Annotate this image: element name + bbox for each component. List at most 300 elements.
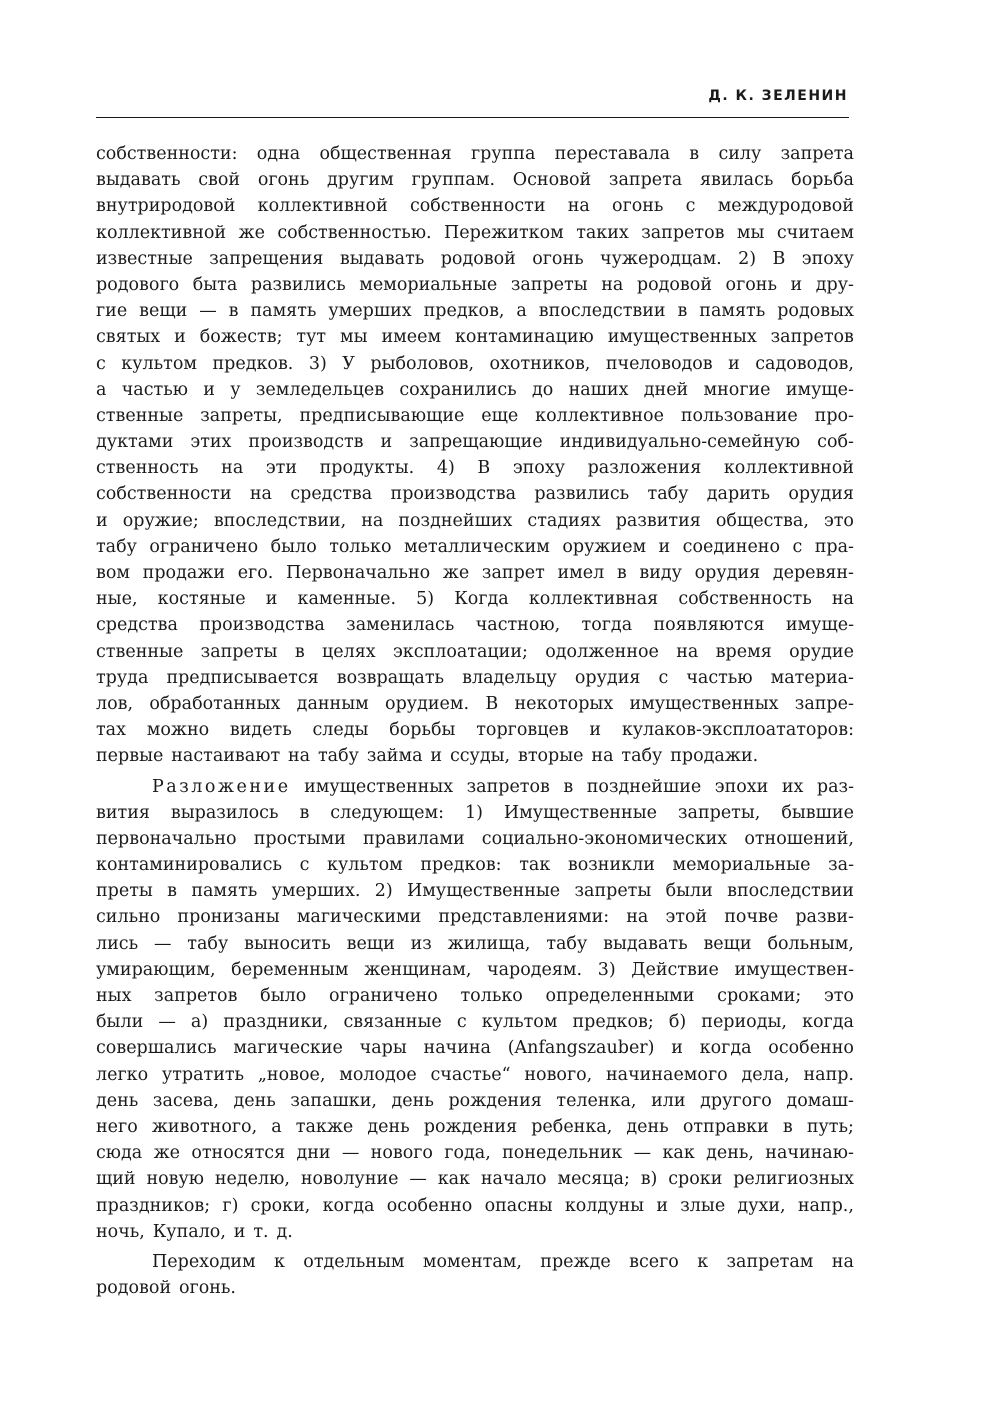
word: быта xyxy=(192,274,238,295)
paragraph-2 xyxy=(96,774,854,1245)
word: на xyxy=(288,746,311,767)
word: и xyxy=(233,1221,246,1242)
word: мемориальные xyxy=(359,274,498,295)
word: злые xyxy=(680,1195,726,1216)
word: собственностью. xyxy=(277,222,432,243)
word: запретам xyxy=(726,1251,814,1272)
word: чародеям. xyxy=(487,959,583,980)
word: вещи xyxy=(346,933,395,954)
word: на xyxy=(567,196,590,217)
word: из xyxy=(410,933,432,954)
word: родовых xyxy=(777,301,854,322)
word: на xyxy=(626,907,649,928)
text-line xyxy=(96,272,854,298)
text-line xyxy=(96,1193,854,1219)
word: выносить xyxy=(244,933,331,954)
word: опасны xyxy=(484,1195,553,1216)
word: на xyxy=(831,589,854,610)
word: можно xyxy=(146,720,210,741)
word: вом xyxy=(96,563,131,583)
word: за- xyxy=(828,855,854,876)
word: материа- xyxy=(770,667,854,688)
word: всего xyxy=(629,1251,679,1272)
word: другого xyxy=(700,1090,772,1111)
word: борьба xyxy=(791,170,854,191)
word: его. xyxy=(237,563,274,583)
text-line xyxy=(96,691,854,717)
word: продажи xyxy=(142,563,226,583)
text-line xyxy=(96,1275,854,1301)
word: выдавать xyxy=(96,170,181,191)
word: в xyxy=(167,881,178,902)
word: а xyxy=(516,301,527,322)
word: или xyxy=(651,1090,686,1111)
word: культом xyxy=(481,1012,558,1033)
word: развития xyxy=(615,510,701,531)
word: производств xyxy=(248,432,364,453)
word: сюда xyxy=(96,1143,143,1164)
word: запреты, xyxy=(200,405,283,426)
word: в xyxy=(689,144,700,164)
word: периоды, xyxy=(701,1012,787,1033)
word: и xyxy=(203,379,215,400)
word: магические xyxy=(233,1038,343,1059)
word: ственные xyxy=(96,405,184,426)
word: силу xyxy=(718,144,762,164)
word: у xyxy=(230,379,241,400)
word: теленка, xyxy=(556,1090,637,1111)
word: мы xyxy=(339,327,368,348)
word: с xyxy=(685,196,696,217)
word: дела, xyxy=(741,1064,790,1085)
word: женщинам, xyxy=(364,959,472,980)
word: известные xyxy=(96,248,193,269)
word: коллективная xyxy=(528,589,659,610)
text-line xyxy=(96,852,854,878)
word: огонь xyxy=(257,170,310,191)
text-line xyxy=(96,1088,854,1114)
word: появляются xyxy=(653,615,765,636)
word: имущественных xyxy=(629,693,779,714)
word: дней xyxy=(643,379,689,400)
word: запреты xyxy=(574,881,652,902)
word: заменилась xyxy=(346,615,455,636)
word: с xyxy=(792,536,803,557)
word: т. xyxy=(253,1221,269,1242)
word: 4) xyxy=(436,458,455,479)
word: понедельник xyxy=(502,1143,623,1164)
word: тах xyxy=(96,720,126,741)
word: Купало, xyxy=(152,1221,226,1242)
word: коллективной xyxy=(257,196,388,217)
word: рождения xyxy=(423,1116,518,1137)
word: собственности: xyxy=(96,144,238,164)
word: эпоху xyxy=(512,458,566,479)
word: неделю, xyxy=(214,1169,290,1190)
text-line xyxy=(96,508,854,534)
word: соб- xyxy=(817,432,854,453)
text-line xyxy=(96,612,854,638)
word: разложения xyxy=(587,458,702,479)
text-line xyxy=(96,957,854,983)
spaced-lead-word: Разложение xyxy=(152,776,291,797)
word: данным xyxy=(296,693,369,714)
text-line xyxy=(96,246,854,272)
word: стадиях xyxy=(527,510,601,531)
word: отправки xyxy=(682,1116,769,1137)
word: особенно xyxy=(386,1195,473,1216)
word: запретов xyxy=(770,327,854,348)
word: орудием. xyxy=(385,693,470,714)
word: с xyxy=(96,353,106,374)
word: вития xyxy=(96,802,150,823)
word: Действие xyxy=(631,959,719,980)
word: огонь xyxy=(612,196,664,217)
word: имущественных xyxy=(304,776,454,797)
word: как xyxy=(662,1143,695,1164)
word: следы xyxy=(312,720,369,741)
word: явилась xyxy=(699,170,774,191)
word: наших xyxy=(568,379,629,400)
word: колдуны xyxy=(564,1195,645,1216)
word: 1) xyxy=(464,802,483,823)
text-line xyxy=(96,774,854,800)
word: запрет xyxy=(481,563,545,583)
word: бывшие xyxy=(781,802,854,823)
word: 3) xyxy=(597,959,616,980)
word: позднейшие xyxy=(586,776,702,797)
word: имеем xyxy=(381,327,442,348)
word: тогда xyxy=(581,615,633,636)
word: и xyxy=(589,720,602,741)
word: пронизаны xyxy=(177,907,280,928)
word: раз- xyxy=(816,776,854,797)
word: нового xyxy=(370,1143,433,1164)
word: — xyxy=(633,1143,652,1164)
word: запашки, xyxy=(290,1090,377,1111)
word: лов, xyxy=(96,693,134,714)
word: утратить xyxy=(161,1064,245,1085)
word: запрета xyxy=(780,144,854,164)
word: начинаемого xyxy=(606,1064,728,1085)
word: в xyxy=(294,641,305,662)
word: орудия xyxy=(574,667,641,688)
word: были xyxy=(96,1012,144,1033)
word: в xyxy=(563,776,574,797)
word: на xyxy=(601,274,624,295)
word: запретов xyxy=(154,986,238,1006)
word: средства xyxy=(96,615,178,636)
word: жилища, xyxy=(447,933,531,954)
word: разви- xyxy=(795,907,854,928)
word: предков. xyxy=(212,353,294,374)
word: пользование xyxy=(680,405,798,426)
text-line xyxy=(96,1009,854,1035)
word: религиозных xyxy=(733,1169,854,1190)
word: праздников; xyxy=(96,1195,211,1216)
word: впоследствии xyxy=(538,301,666,322)
text-line xyxy=(96,141,854,167)
word: ограничено xyxy=(328,986,438,1006)
word: (Anfangszauber) xyxy=(507,1038,655,1059)
text-line xyxy=(96,665,854,691)
word: мемориальные xyxy=(672,855,811,876)
word: лись xyxy=(96,933,139,954)
word: гие xyxy=(96,301,128,322)
word: — xyxy=(199,301,217,322)
word: день xyxy=(391,1090,434,1111)
word: когда xyxy=(322,1195,375,1216)
text-line xyxy=(96,904,854,930)
word: выдавать xyxy=(603,933,688,954)
text-line xyxy=(96,826,854,852)
word: на xyxy=(831,1251,854,1272)
word: как xyxy=(437,1169,470,1190)
word: сроки xyxy=(668,1169,723,1190)
word: борьбы xyxy=(389,720,456,741)
word: впоследствии xyxy=(727,881,854,902)
word: следующем: xyxy=(330,802,444,823)
text-line xyxy=(96,429,854,455)
word: отдельным xyxy=(303,1251,405,1272)
word: ночь, xyxy=(96,1221,145,1242)
word: запреты xyxy=(510,274,588,295)
word: имуще- xyxy=(785,379,854,400)
word: производства xyxy=(199,615,325,636)
word: запрета xyxy=(608,170,683,191)
word: умирающим, xyxy=(96,959,216,980)
word: дру- xyxy=(815,274,854,295)
word: огонь. xyxy=(178,1278,236,1299)
word: совершались xyxy=(96,1038,217,1059)
word: их xyxy=(781,776,804,797)
text-line xyxy=(96,743,854,769)
word: имуществен- xyxy=(734,959,854,980)
word: молодое xyxy=(339,1064,417,1085)
word: вещи xyxy=(703,933,752,954)
word: предков, xyxy=(423,301,505,322)
word: культом xyxy=(121,353,197,374)
word: частью xyxy=(686,667,753,688)
text-line xyxy=(96,560,854,586)
word: металлическим xyxy=(403,536,550,557)
word: духи, xyxy=(737,1195,786,1216)
word: с xyxy=(456,1012,467,1033)
word: сроки, xyxy=(250,1195,311,1216)
word: многие xyxy=(703,379,771,400)
word: этих xyxy=(190,432,232,453)
word: соединено xyxy=(682,536,781,557)
word: В xyxy=(485,693,499,714)
text-line xyxy=(96,455,854,481)
word: запрещения xyxy=(209,248,324,269)
word: предков: xyxy=(420,855,502,876)
word: собственности xyxy=(409,196,546,217)
word: дни xyxy=(296,1143,331,1164)
word: имущественных xyxy=(607,327,757,348)
word: с xyxy=(299,855,310,876)
word: животного, xyxy=(151,1116,258,1137)
word: Основой xyxy=(512,170,592,191)
word: когда xyxy=(802,1012,854,1033)
word: сохранились xyxy=(399,379,517,400)
word: напр., xyxy=(797,1195,854,1216)
word: пчеловодов xyxy=(605,353,713,374)
word: засева, xyxy=(152,1090,219,1111)
word: средства xyxy=(290,484,373,505)
word: виду xyxy=(639,563,682,583)
word: легко xyxy=(96,1064,149,1085)
word: тут xyxy=(296,327,327,348)
word: табу xyxy=(647,484,689,505)
word: в) xyxy=(640,1169,658,1190)
word: магическими xyxy=(296,907,422,928)
word: и xyxy=(656,1195,668,1216)
text-line xyxy=(96,639,854,665)
word: — xyxy=(409,1169,427,1190)
word: предписывается xyxy=(166,667,319,688)
text-line xyxy=(96,1166,854,1192)
word: только xyxy=(460,986,523,1006)
word: некоторых xyxy=(514,693,614,714)
word: ственность xyxy=(96,458,199,479)
word: запретов xyxy=(641,222,725,243)
word: и xyxy=(96,510,108,531)
word: контаминировались xyxy=(96,855,282,876)
text-line xyxy=(96,1035,854,1061)
word: простыми xyxy=(253,828,346,849)
word: В xyxy=(772,248,786,269)
word: табу xyxy=(318,746,359,767)
word: настаивают xyxy=(171,746,281,767)
word: и xyxy=(728,353,740,374)
word: время xyxy=(715,641,772,662)
word: запреты, xyxy=(677,802,761,823)
word: на xyxy=(676,641,699,662)
word: считаем xyxy=(776,222,854,243)
word: займа xyxy=(366,746,423,767)
word: табу xyxy=(546,933,588,954)
word: табу xyxy=(187,933,229,954)
word: табу xyxy=(96,536,137,557)
word: память xyxy=(699,301,766,322)
text-line xyxy=(96,931,854,957)
word: д. xyxy=(276,1221,293,1242)
word: еще xyxy=(481,405,519,426)
word: больным, xyxy=(767,933,854,954)
word: в xyxy=(299,802,310,823)
word: счастье“ xyxy=(430,1064,511,1085)
word: развились xyxy=(250,274,346,295)
word: новую xyxy=(146,1169,205,1190)
word: труда xyxy=(96,667,149,688)
word: впоследствии, xyxy=(213,510,347,531)
paragraph-3 xyxy=(96,1249,854,1301)
word: свой xyxy=(198,170,241,191)
word: социально-экономических xyxy=(481,828,728,849)
word: Имущественные xyxy=(503,802,658,823)
word: предков; xyxy=(572,1012,654,1033)
word: и xyxy=(658,536,671,557)
word: запретов xyxy=(466,776,550,797)
word: первые xyxy=(96,746,164,767)
word: же xyxy=(442,563,470,583)
word: Имущественные xyxy=(407,881,561,902)
text-line xyxy=(96,1249,854,1275)
word: особенно xyxy=(768,1038,854,1059)
word: рыболовов, xyxy=(370,353,475,374)
word: месяца; xyxy=(557,1169,630,1190)
word: индивидуально-семейную xyxy=(559,432,801,453)
word: когда xyxy=(699,1038,752,1059)
word: охотников, xyxy=(489,353,591,374)
word: праздники, xyxy=(223,1012,329,1033)
word: на xyxy=(591,746,614,767)
word: табу xyxy=(621,746,663,767)
word: на xyxy=(221,458,244,479)
word: также xyxy=(295,1116,354,1137)
text-line xyxy=(96,800,854,826)
word: прежде xyxy=(540,1251,611,1272)
word: память xyxy=(191,881,258,902)
word: с xyxy=(658,667,669,688)
word: правилами xyxy=(362,828,465,849)
word: запре- xyxy=(794,693,854,714)
text-line xyxy=(96,403,854,429)
word: него xyxy=(96,1116,138,1137)
word: В xyxy=(477,458,491,479)
word: одолженное xyxy=(545,641,659,662)
word: беременным xyxy=(231,959,349,980)
word: междуродовой xyxy=(717,196,854,217)
text-line xyxy=(96,1219,854,1245)
word: собственности xyxy=(96,484,232,505)
word: другим xyxy=(326,170,394,191)
word: Переходим xyxy=(152,1251,256,1272)
word: и xyxy=(174,327,186,348)
word: садоводов, xyxy=(755,353,854,374)
word: общественная xyxy=(319,144,452,164)
word: развились xyxy=(534,484,630,505)
word: культом xyxy=(327,855,403,876)
paragraph-1 xyxy=(96,141,854,770)
text-line xyxy=(96,481,854,507)
header-rule xyxy=(96,117,849,118)
word: эпохи xyxy=(714,776,769,797)
word: так xyxy=(519,855,551,876)
word: память xyxy=(250,301,317,322)
word: новолуние xyxy=(300,1169,399,1190)
word: это xyxy=(823,510,854,531)
word: это xyxy=(823,986,854,1006)
word: общества, xyxy=(715,510,809,531)
word: почве xyxy=(724,907,779,928)
word: родовой xyxy=(636,274,712,295)
word: до xyxy=(531,379,554,400)
text-line xyxy=(96,324,854,350)
word: выдавать xyxy=(339,248,425,269)
word: выразилось xyxy=(170,802,279,823)
word: родового xyxy=(96,274,180,295)
word: частною, xyxy=(475,615,561,636)
word: Когда xyxy=(454,589,509,610)
word: ссуды, xyxy=(449,746,511,767)
word: чары xyxy=(359,1038,407,1059)
word: день xyxy=(367,1116,410,1137)
word: имел xyxy=(557,563,605,583)
text-line xyxy=(96,351,854,377)
word: этой xyxy=(665,907,708,928)
